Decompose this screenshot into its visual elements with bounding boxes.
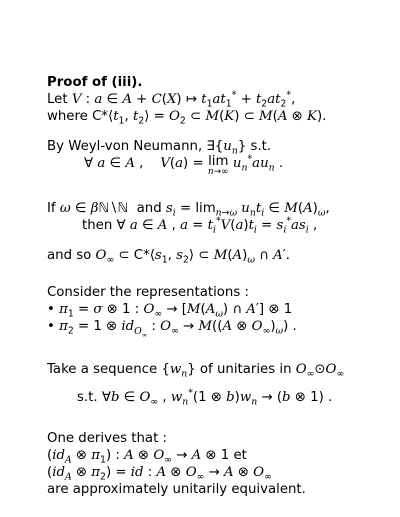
- bullet-icon: •: [47, 302, 55, 317]
- line-st: s.t. ∀b ∈ $O_\infty$ , $w_n^*(1$ ⊗ $b)w_n \to (b$ ⊗ 1) .: [77, 387, 333, 408]
- line-weyl-formula: ∀ a ∈ A , V(a) = lim n→∞ $u_n^*au_n$ .: [84, 153, 284, 177]
- line-pi1: • $\pi_1 = \sigma$ ⊗ 1 : $O_\infty \to [M(A_\omega)$ ∩ A′] ⊗ 1: [47, 302, 293, 320]
- proof-heading: [47, 74, 142, 91]
- line-pi2: • $\pi_2 = 1$ ⊗ $id_{O_\infty}$ : $O_\infty \to M((A$ ⊗ $O_\infty)_\omega$) .: [47, 319, 297, 339]
- line-if: If ω ∈ βℕ∖ℕ and $s_i = \lim_{n\to\omega} u_nt_i$ ∈ $M(A)_\omega$,: [47, 201, 330, 219]
- line-where: where $C*⟨t_1$, $t_2⟩ = O_2$ ⊂ M(K) ⊂ M(A ⊗ K).: [47, 109, 327, 127]
- line-eq1: ($id_A$ ⊗ $\pi_1$) : A ⊗ $O_\infty \to A$ ⊗ 1 et: [47, 448, 247, 466]
- line-take: Take a sequence $\{w_n\}$ of unitaries in $O_\infty⊙O_\infty$: [47, 362, 345, 380]
- line-derives: One derives that :: [47, 431, 167, 446]
- line-eq2: ($id_A$ ⊗ $\pi_2$) = id : A ⊗ $O_\infty \to A$ ⊗ $O_\infty$: [47, 465, 272, 483]
- line-let: Let V : a ∈ A + C(X) ↦ $t_1at_1^* + t_2at_2^*$,: [47, 89, 296, 110]
- line-consider: Consider the representations :: [47, 285, 249, 300]
- bullet-icon: •: [47, 319, 55, 334]
- line-approx: are approximately unitarily equivalent.: [47, 482, 306, 497]
- proof-heading-text: Proof of (iii).: [47, 75, 143, 90]
- line-then: then ∀ a ∈ A , $a = t_i^*V(a)t_i = s_i^*as_i$ ,: [82, 215, 318, 236]
- line-andso: and so $O_\infty$ ⊂ $C*⟨s_1$, $s_2⟩$ ⊂ $M(A)_\omega$ ∩ A′.: [47, 248, 290, 266]
- line-weyl: By Weyl-von Neumann, $\exists\{u_n\}$ s.t.: [47, 139, 272, 157]
